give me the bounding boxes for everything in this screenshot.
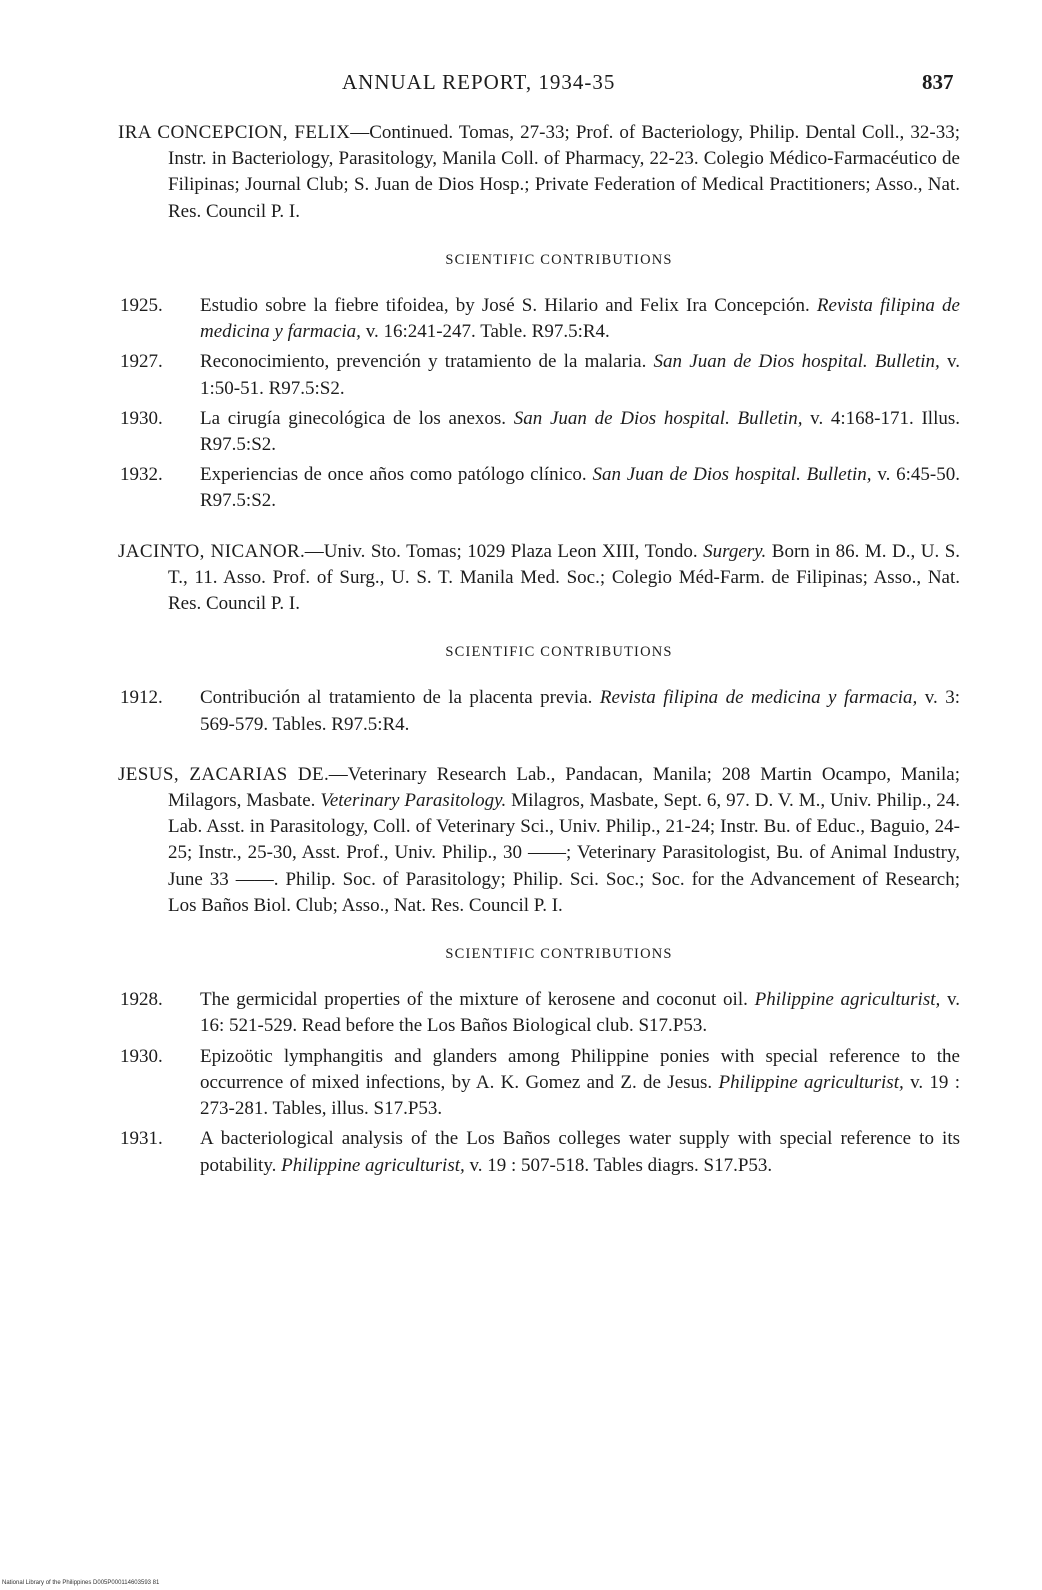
page-number: 837 [922,70,954,94]
contribution-list [118,987,960,1178]
bio-text: —Continued. Tomas, 27-33; Prof. of Bacteriology, Philip. Dental Coll., 32-33; Instr. in Bacteriology, Parasitology, Manila Coll. of Pharmacy, 22-23. Colegio Médico-Farmacéutico de Filipinas; Journal Club; S. Juan de Dios Hosp.; Private Federation of Medical Practitioners; Asso., Nat. Res. Council P. I. [168,122,960,222]
contribution-item [118,293,960,345]
contribution-citation: v. 3: 569-579. Tables. R97.5:R4. [200,687,960,735]
contribution-item [118,987,960,1039]
contribution-item [118,685,960,737]
contribution-title: Estudio sobre la fiebre tifoidea, by José S. Hilario and Felix Ira Concepción. [200,295,810,317]
journal-name: Revista filipina de medicina y farmacia, [200,295,960,343]
contribution-title: A bacteriological analysis of the Los Baños colleges water supply with special reference to its potability. [200,1128,960,1176]
bio-text: Milagros, Masbate, Sept. 6, 97. D. V. M., Univ. Philip., 24. Lab. Asst. in Parasitology, Coll. of Veterinary Sci., Univ. Philip., 21-24; Instr. Bu. of Educ., Baguio, 24-25; Instr., 25-30, Asst. Prof., Univ. Philip., 30 ——; Veterinary Parasitologist, Bu. of Animal Industry, June 33 ——. Philip. Soc. of Parasitology; Philip. Sci. Soc.; Soc. for the Advancement of Research; Los Baños Biol. Club; Asso., Nat. Res. Council P. I. [168,790,961,916]
contribution-year: 1928. [120,989,163,1011]
person-name: JACINTO, NICANOR [118,540,301,562]
contribution-text [200,406,960,458]
contribution-title: Epizoötic lymphangitis and glanders among Philippine ponies with special reference to the occurrence of mixed infections, by A. K. Gomez and Z. de Jesus. [200,1045,960,1093]
contribution-text [200,987,960,1039]
contribution-text [200,1044,960,1123]
contribution-item [118,1126,960,1178]
contribution-citation: v. 16: 521-529. Read before the Los Baños Biological club. S17.P53. [200,989,961,1037]
bio-text: Born in 86. M. D., U. S. T., 11. Asso. Prof. of Surg., U. S. T. Manila Med. Soc.; Colegio Méd-Farm. de Filipinas; Asso., Nat. Res. Council P. I. [168,540,961,615]
contribution-text [200,1126,960,1178]
person-name: JESUS, ZACARIAS DE [118,763,324,785]
contribution-year: 1912. [120,687,163,709]
directory-content [118,120,960,1203]
journal-name: San Juan de Dios hospital. Bulletin, [592,464,872,486]
contribution-citation: v. 19 : 273-281. Tables, illus. S17.P53. [200,1071,960,1120]
contribution-citation: v. 16:241-247. Table. R97.5:R4. [365,321,610,343]
contribution-title: Experiencias de once años como patólogo clínico. [200,464,587,486]
directory-entry [118,762,960,919]
contribution-year: 1925. [120,295,163,317]
contribution-list [118,293,960,515]
contribution-text [200,462,960,514]
section-heading: SCIENTIFIC CONTRIBUTIONS [445,946,673,963]
report-title: ANNUAL REPORT, 1934-35 [342,70,616,94]
contribution-item [118,349,960,401]
contribution-item [118,462,960,514]
contribution-item [118,1044,960,1123]
directory-entry [118,539,960,618]
journal-name: Revista filipina de medicina y farmacia, [599,687,918,709]
journal-name: Philippine agriculturist, [754,989,941,1011]
contribution-text [200,293,960,345]
entry-bio [118,762,960,919]
contribution-year: 1927. [120,351,163,373]
contribution-title: Contribución al tratamiento de la placenta previa. [200,687,593,709]
journal-name: Philippine agriculturist, [718,1071,904,1093]
contribution-citation: v. 19 : 507-518. Tables diagrs. S17.P53. [469,1154,773,1176]
journal-name: San Juan de Dios hospital. Bulletin, [653,351,940,373]
contribution-year: 1930. [120,407,163,429]
section-heading: SCIENTIFIC CONTRIBUTIONS [445,644,673,661]
section-heading: SCIENTIFIC CONTRIBUTIONS [445,251,673,268]
contribution-item [118,406,960,458]
journal-name: San Juan de Dios hospital. Bulletin, [513,407,803,429]
contribution-year: 1930. [120,1045,163,1067]
contribution-title: La cirugía ginecológica de los anexos. [200,407,507,429]
contribution-citation: v. 4:168-171. Illus. R97.5:S2. [200,407,960,456]
contribution-year: 1931. [120,1128,163,1150]
contribution-year: 1932. [120,464,163,486]
contribution-list [118,685,960,737]
contribution-citation: v. 6:45-50. R97.5:S2. [200,464,961,512]
entry-bio [118,120,960,225]
contribution-text [200,349,960,401]
field-of-study: Veterinary Parasitology. [320,790,507,812]
field-of-study: Surgery. [703,540,767,562]
bio-text: .—Veterinary Research Lab., Pandacan, Manila; 208 Martin Ocampo, Manila; Milagors, Masbate. [168,763,960,812]
journal-name: Philippine agriculturist, [281,1154,465,1176]
contribution-text [200,685,960,737]
bio-text: .—Univ. Sto. Tomas; 1029 Plaza Leon XIII, Tondo. [300,540,698,562]
contribution-title: Reconocimiento, prevención y tratamiento de la malaria. [200,351,647,373]
directory-entry [118,120,960,225]
person-name: IRA CONCEPCION, FELIX [118,122,351,143]
running-header [0,70,1042,100]
library-watermark: National Library of the Philippines D005P000114603593 81 [2,1580,160,1586]
contribution-title: The germicidal properties of the mixture of kerosene and coconut oil. [200,989,748,1011]
entry-bio [118,539,960,618]
contribution-citation: v. 1:50-51. R97.5:S2. [200,351,960,399]
